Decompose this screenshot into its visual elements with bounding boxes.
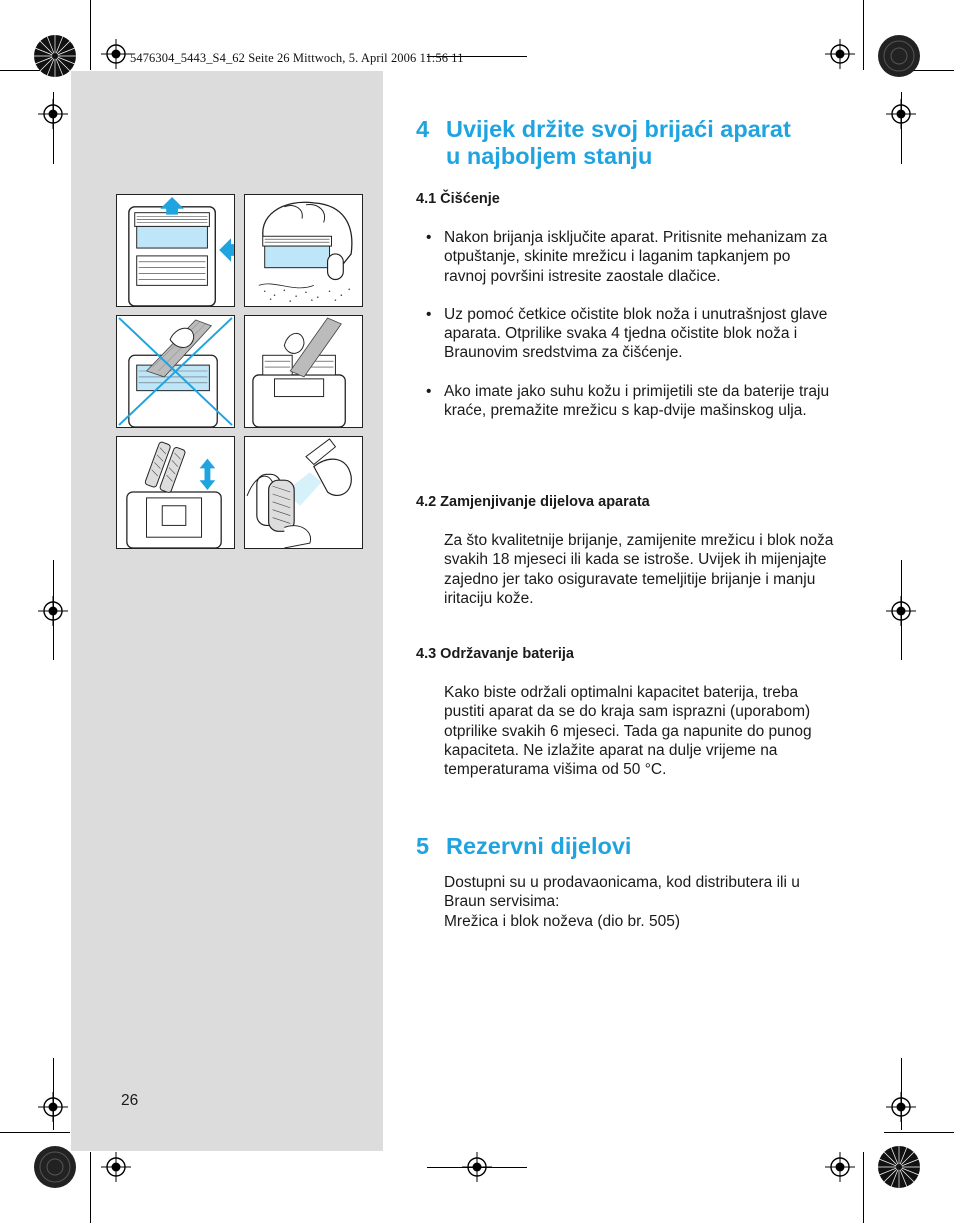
list-item: • Uz pomoć četkice očistite blok noža i unutrašnjost glave aparata. Otprilike svaka 4 tjedna očistite blok noža i Braunovim sredstvima za čišćenje.: [426, 305, 828, 362]
crossed-brush-foil-icon: [117, 316, 234, 427]
registration-mark-icon: [825, 1152, 855, 1182]
starburst-target-icon: [33, 1145, 77, 1189]
registration-mark-icon: [38, 596, 68, 626]
section-4-title-line2: u najboljem stanju: [446, 143, 653, 169]
brush-cutter-block-icon: [245, 316, 362, 427]
registration-mark-icon: [825, 39, 855, 69]
registration-mark-icon: [38, 1092, 68, 1122]
registration-mark-icon: [886, 1092, 916, 1122]
section-5-text: [444, 873, 836, 931]
subsection-4-3-text: Kako biste održali optimalni kapacitet baterija, treba pustiti aparat da se do kraja sam isprazni (uporabom) otprilike svakih 6 mjeseci. Tada ga napunite do punog kapaciteta. Ne izlažite aparat na dulje vrijeme na temperaturama višima od 50 °C.: [444, 684, 812, 779]
registration-mark-icon: [101, 39, 131, 69]
figure-no-brush-foil: [116, 315, 235, 428]
section-5-title-text: Rezervni dijelovi: [446, 833, 632, 859]
bullet-symbol: •: [426, 229, 432, 246]
starburst-target-icon: [877, 1145, 921, 1189]
subsection-4-2-text: Za što kvalitetnije brijanje, zamijenite mrežicu i blok noža svakih 18 mjeseci ili kada se istroše. Uvijek ih mijenjajte zajedno jer tako osiguravate temeljitije brijanje i manju iritaciju kože.: [444, 532, 834, 607]
section-5-title: [416, 833, 631, 860]
registration-mark-icon: [462, 1152, 492, 1182]
list-item: • Nakon brijanja isključite aparat. Pritisnite mehanizam za otpuštanje, skinite mrežicu i laganim tapkanjem po ravnoj površini istresite zaostale dlačice.: [426, 229, 828, 285]
bullet-symbol: •: [426, 382, 432, 400]
subsection-4-1-heading: 4.1 Čišćenje: [416, 191, 500, 207]
print-info-header: 5476304_5443_S4_62 Seite 26 Mittwoch, 5. April 2006 11:56 11: [130, 51, 464, 65]
list-item: • Ako imate jako suhu kožu i primijetili ste da baterije traju kraće, premažite mrežicu s kap-dvije mašinskog ulja.: [426, 382, 830, 420]
figure-replace-parts: [116, 436, 235, 549]
trim-line-bottom-left-h: [0, 1132, 70, 1133]
figure-remove-foil: [116, 194, 235, 307]
trim-line-bottom-right-v: [863, 1152, 864, 1223]
starburst-target-icon: [33, 34, 77, 78]
figure-brush-cutter: [244, 315, 363, 428]
hand-tapping-foil-icon: [245, 195, 362, 306]
section-5-number: 5: [416, 833, 430, 859]
section-4-title: [416, 116, 791, 170]
shaver-foil-release-icon: [117, 195, 234, 306]
registration-mark-icon: [886, 596, 916, 626]
figure-oil-foil: [244, 436, 363, 549]
cleaning-bullet-list: [426, 228, 836, 439]
subsection-4-2-heading: 4.2 Zamjenjivanje dijelova aparata: [416, 494, 650, 510]
trim-line-top-right-v: [863, 0, 864, 70]
starburst-target-icon: [877, 34, 921, 78]
registration-mark-icon: [38, 99, 68, 129]
cutter-replace-icon: [117, 437, 234, 548]
trim-line-bottom-left-v: [90, 1152, 91, 1223]
bullet-symbol: •: [426, 305, 432, 323]
figure-tap-foil: [244, 194, 363, 307]
trim-line-bottom-right-h: [884, 1132, 954, 1133]
section-4-number: 4: [416, 116, 430, 142]
section-4-title-line1: Uvijek držite svoj brijaći aparat: [446, 116, 791, 142]
section-5-text-line2: Mrežica i blok noževa (dio br. 505): [444, 912, 681, 930]
registration-mark-icon: [101, 1152, 131, 1182]
subsection-4-3-heading: 4.3 Održavanje baterija: [416, 646, 574, 662]
trim-line-top-left-v: [90, 0, 91, 70]
section-5-text-line1: Dostupni su u prodavaonicama, kod distributera ili u Braun servisima:: [444, 874, 800, 911]
registration-mark-icon: [886, 99, 916, 129]
page-number: 26: [121, 1092, 139, 1109]
oil-drop-foil-icon: [245, 437, 362, 548]
